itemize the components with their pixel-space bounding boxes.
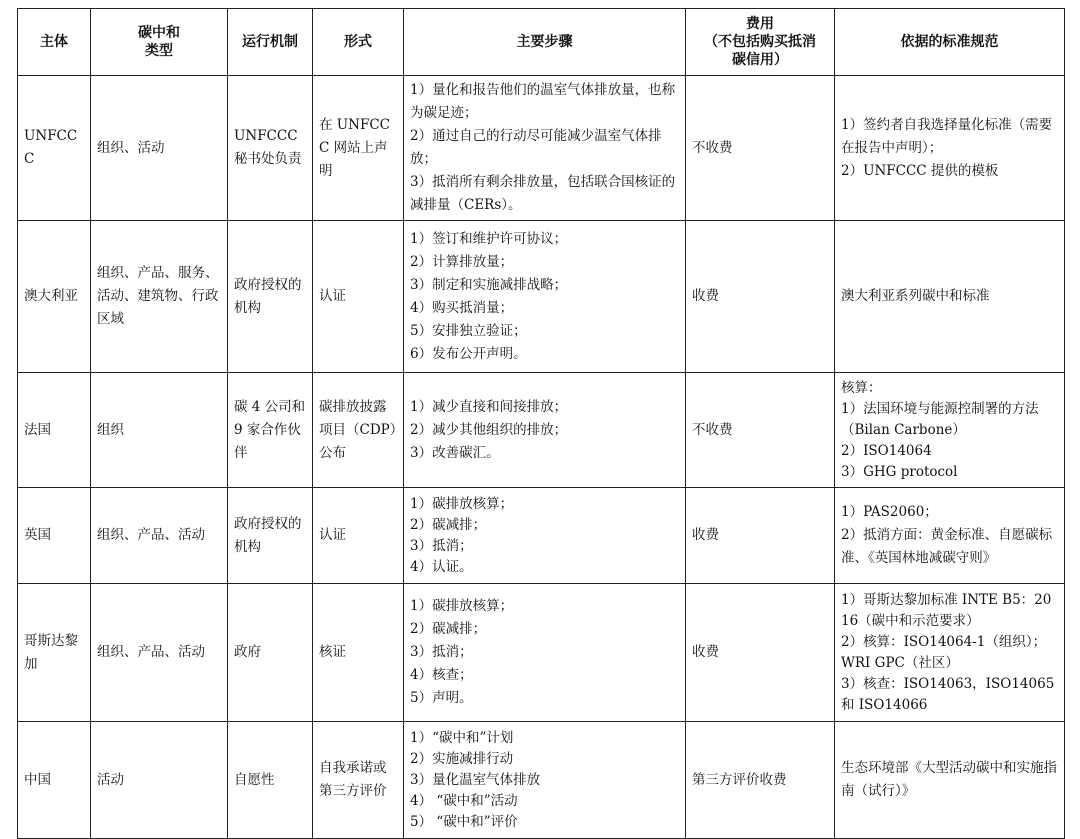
header-subject: 主体 [18,9,91,76]
cell-type: 组织、产品、服务、活动、建筑物、行政区域 [91,221,228,373]
cell-cost: 不收费 [686,373,835,488]
standard-line: 澳大利亚系列碳中和标准 [841,288,990,304]
standard-line: 1）法国环境与能源控制署的方法（Bilan Carbone） [841,400,1039,438]
cell-cost: 收费 [686,221,835,373]
table-row [18,221,1065,373]
standard-line: 2）UNFCCC 提供的模板 [841,162,999,179]
step-line: 1）量化和报告他们的温室气体排放量，也称为碳足迹； [410,82,676,121]
cell-type: 组织、产品、活动 [91,584,228,722]
header-steps: 主要步骤 [404,9,686,76]
cell-steps [404,584,686,722]
cell-type: 组织、活动 [91,76,228,221]
step-line: 4）认证。 [410,558,473,575]
cell-subject: 法国 [18,373,91,488]
cell-type: 组织、产品、活动 [91,488,228,584]
step-line: 4）核查； [410,667,473,683]
step-line: 5）声明。 [410,690,473,706]
standard-line: 1）签约者自我选择量化标准（需要在报告中声明）； [841,116,1053,156]
cell-mechanism: 自愿性 [228,722,313,839]
header-row [18,9,1065,76]
standard-line: 2）抵消方面：黄金标准、自愿碳标准、《英国林地减碳守则》 [841,527,1053,566]
step-line: 1）碳排放核算； [410,495,514,512]
step-line: 4） “碳中和”活动 [410,792,518,809]
standard-line: 3）核查：ISO14063，ISO14065 和 ISO14066 [841,675,1055,713]
standard-line: 3）GHG protocol [841,463,958,480]
step-line: 2）实施减排行动 [410,750,514,767]
cell-standards [835,76,1065,221]
step-line: 3）改善碳汇。 [410,444,500,461]
standard-line: 生态环境部《大型活动碳中和实施指南（试行）》 [841,760,1057,799]
cell-subject: 哥斯达黎加 [18,584,91,722]
step-line: 2）计算排放量； [410,253,514,270]
cell-subject: 中国 [18,722,91,839]
cell-steps [404,221,686,373]
cell-steps [404,488,686,584]
carbon-neutral-comparison-table [17,8,1065,839]
cell-type: 组织 [91,373,228,488]
header-standards: 依据的标准规范 [835,9,1065,76]
step-line: 1）碳排放核算； [410,598,514,614]
step-line: 2）通过自己的行动尽可能减少温室气体排放； [410,128,662,167]
cell-mechanism: 政府授权的机构 [228,488,313,584]
cell-cost: 收费 [686,584,835,722]
step-line: 3）抵消； [410,537,473,554]
cell-subject: UNFCCC [18,76,91,221]
cell-form: 碳排放披露项目（CDP）公布 [313,373,404,488]
step-line: 2）碳减排； [410,621,487,637]
header-type: 碳中和 类型 [91,9,228,76]
step-line: 5） “碳中和”评价 [410,813,518,830]
step-line: 3）抵消； [410,644,473,660]
cell-form: 认证 [313,488,404,584]
cell-form: 在 UNFCCC 网站上声明 [313,76,404,221]
step-line: 3）量化温室气体排放 [410,771,541,788]
cell-mechanism: 政府 [228,584,313,722]
cell-standards [835,373,1065,488]
step-line: 6）发布公开声明。 [410,345,527,362]
cell-form: 自我承诺或第三方评价 [313,722,404,839]
cell-mechanism: 政府授权的机构 [228,221,313,373]
cell-mechanism: 碳 4 公司和 9 家合作伙伴 [228,373,313,488]
cell-standards [835,221,1065,373]
step-line: 1）签订和维护许可协议； [410,230,568,247]
step-line: 1）减少直接和间接排放； [410,398,568,415]
cell-cost: 第三方评价收费 [686,722,835,839]
step-line: 2）碳减排； [410,516,487,533]
header-cost: 费用 （不包括购买抵消 碳信用） [686,9,835,76]
cell-standards [835,722,1065,839]
step-line: 5）安排独立验证； [410,322,527,339]
standard-line: 2）ISO14064 [841,442,932,459]
cell-standards [835,488,1065,584]
cell-steps [404,76,686,221]
cell-form: 认证 [313,221,404,373]
cell-type: 活动 [91,722,228,839]
step-line: 3）抵消所有剩余排放量，包括联合国核证的减排量（CERs）。 [410,174,676,213]
header-mechanism: 运行机制 [228,9,313,76]
step-line: 4）购买抵消量； [410,299,514,316]
standard-line: 核算： [841,379,882,396]
header-form: 形式 [313,9,404,76]
cell-subject: 澳大利亚 [18,221,91,373]
standard-line: 1）PAS2060； [841,504,938,520]
step-line: 3）制定和实施减排战略； [410,276,568,293]
cell-cost: 不收费 [686,76,835,221]
step-line: 2）减少其他组织的排放； [410,421,568,438]
cell-cost: 收费 [686,488,835,584]
standard-line: 2）核算：ISO14064-1（组织）；WRI GPC（社区） [841,633,1047,671]
cell-steps [404,373,686,488]
table-row [18,76,1065,221]
cell-subject: 英国 [18,488,91,584]
table-row [18,722,1065,839]
cell-form: 核证 [313,584,404,722]
standard-line: 1）哥斯达黎加标准 INTE B5：2016（碳中和示范要求） [841,591,1052,629]
table-row [18,373,1065,488]
cell-steps [404,722,686,839]
cell-standards [835,584,1065,722]
step-line: 1）“碳中和”计划 [410,729,514,746]
table-row [18,488,1065,584]
cell-mechanism: UNFCCC 秘书处负责 [228,76,313,221]
table-row [18,584,1065,722]
